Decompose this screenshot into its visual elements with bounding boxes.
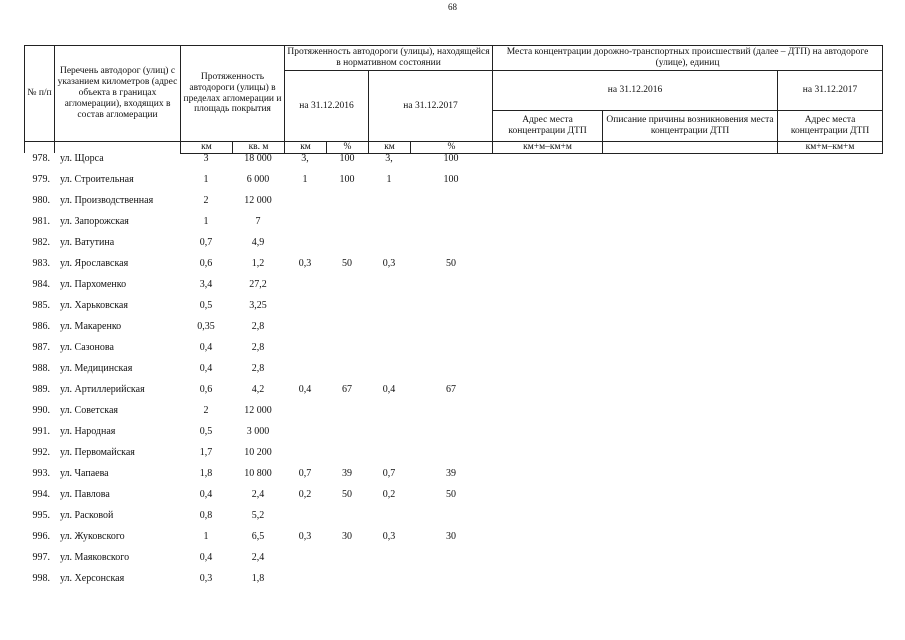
area-sqm: 2,4 xyxy=(251,552,265,563)
road-name: ул. Харьковская xyxy=(60,300,128,311)
normative-pct-2016 xyxy=(326,279,368,300)
header-dtp-address-2017: Адрес места концентрации ДТП xyxy=(778,111,883,142)
row-number: 979. xyxy=(32,174,50,185)
length-km: 0,3 xyxy=(199,573,213,584)
normative-pct-2017 xyxy=(410,237,492,258)
page-number: 68 xyxy=(448,2,457,12)
header-num: № п/п xyxy=(25,46,55,142)
normative-km-2017: 0,3 xyxy=(382,258,396,269)
length-km: 1,7 xyxy=(199,447,213,458)
road-name: ул. Первомайская xyxy=(60,447,135,458)
normative-km-2017 xyxy=(368,279,410,300)
normative-km-2016: 0,2 xyxy=(298,489,312,500)
table-row xyxy=(24,468,882,489)
table-row xyxy=(24,426,882,447)
normative-pct-2017 xyxy=(410,405,492,426)
normative-pct-2016 xyxy=(326,510,368,531)
normative-pct-2016: 50 xyxy=(342,258,352,269)
normative-pct-2016 xyxy=(326,342,368,363)
row-number: 996. xyxy=(32,531,50,542)
length-km: 0,6 xyxy=(199,384,213,395)
normative-pct-2017 xyxy=(410,300,492,321)
area-sqm: 18 000 xyxy=(244,153,272,164)
unit-km: км xyxy=(181,142,233,154)
normative-km-2017: 0,3 xyxy=(382,531,396,542)
table-row xyxy=(24,552,882,573)
normative-pct-2017 xyxy=(410,195,492,216)
length-km: 0,4 xyxy=(199,552,213,563)
normative-pct-2016 xyxy=(326,363,368,384)
area-sqm: 27,2 xyxy=(249,279,267,290)
area-sqm: 6 000 xyxy=(246,174,270,185)
normative-km-2016: 0,7 xyxy=(298,468,312,479)
normative-km-2016: 1 xyxy=(302,174,308,185)
road-name: ул. Сазонова xyxy=(60,342,114,353)
header-road-list: Перечень автодорог (улиц) с указанием километров (адрес объекта в границах агломерации), входящих в состав агломерации xyxy=(55,46,181,142)
row-number: 987. xyxy=(32,342,50,353)
area-sqm: 1,2 xyxy=(251,258,265,269)
road-name: ул. Маяковского xyxy=(60,552,130,563)
table-header xyxy=(24,45,883,154)
road-name: ул. Пархоменко xyxy=(60,279,127,290)
row-number: 991. xyxy=(32,426,50,437)
area-sqm: 5,2 xyxy=(251,510,265,521)
roads-table xyxy=(24,153,882,594)
header-normative: Протяженность автодороги (улицы), находящейся в нормативном состоянии xyxy=(285,46,493,71)
normative-km-2016 xyxy=(284,279,326,300)
row-number: 994. xyxy=(32,489,50,500)
normative-km-2016 xyxy=(284,510,326,531)
header-dtp-address-2016: Адрес места концентрации ДТП xyxy=(493,111,603,142)
area-sqm: 12 000 xyxy=(244,195,272,206)
table-row xyxy=(24,216,882,237)
normative-km-2017 xyxy=(368,300,410,321)
area-sqm: 1,8 xyxy=(251,573,265,584)
length-km: 0,4 xyxy=(199,363,213,374)
normative-pct-2017: 100 xyxy=(443,174,459,185)
table-row xyxy=(24,342,882,363)
normative-pct-2017 xyxy=(410,216,492,237)
length-km: 0,4 xyxy=(199,342,213,353)
normative-pct-2017 xyxy=(410,447,492,468)
normative-km-2017 xyxy=(368,552,410,573)
unit-sqm: кв. м xyxy=(233,142,285,154)
length-km: 0,5 xyxy=(199,426,213,437)
normative-pct-2017: 100 xyxy=(443,153,459,164)
row-number: 990. xyxy=(32,405,50,416)
row-number: 983. xyxy=(32,258,50,269)
length-km: 2 xyxy=(203,195,209,206)
normative-km-2017: 3, xyxy=(385,153,393,164)
table-row xyxy=(24,447,882,468)
normative-km-2016: 3, xyxy=(301,153,309,164)
normative-km-2017: 0,4 xyxy=(382,384,396,395)
row-number: 997. xyxy=(32,552,50,563)
table-row xyxy=(24,405,882,426)
row-number: 989. xyxy=(32,384,50,395)
header-date-2017: на 31.12.2017 xyxy=(369,71,493,142)
road-name: ул. Медицинская xyxy=(60,363,133,374)
normative-pct-2017 xyxy=(410,426,492,447)
normative-km-2016 xyxy=(284,405,326,426)
normative-pct-2017: 50 xyxy=(446,489,456,500)
normative-km-2016 xyxy=(284,216,326,237)
length-km: 0,5 xyxy=(199,300,213,311)
row-number: 995. xyxy=(32,510,50,521)
length-km: 1 xyxy=(203,174,209,185)
row-number: 993. xyxy=(32,468,50,479)
normative-km-2016 xyxy=(284,300,326,321)
normative-pct-2016 xyxy=(326,216,368,237)
normative-pct-2016: 50 xyxy=(342,489,352,500)
table-row xyxy=(24,510,882,531)
length-km: 0,4 xyxy=(199,489,213,500)
unit-pct-2017: % xyxy=(411,142,493,154)
road-name: ул. Макаренко xyxy=(60,321,122,332)
unit-km-2016: км xyxy=(285,142,327,154)
normative-pct-2016 xyxy=(326,405,368,426)
normative-pct-2017: 67 xyxy=(446,384,456,395)
road-name: ул. Павлова xyxy=(60,489,110,500)
table-row xyxy=(24,258,882,279)
table-row xyxy=(24,384,882,405)
row-number: 984. xyxy=(32,279,50,290)
area-sqm: 4,2 xyxy=(251,384,265,395)
normative-km-2016 xyxy=(284,321,326,342)
normative-pct-2017 xyxy=(410,363,492,384)
length-km: 1,8 xyxy=(199,468,213,479)
area-sqm: 10 800 xyxy=(244,468,272,479)
row-number: 992. xyxy=(32,447,50,458)
normative-pct-2016: 67 xyxy=(342,384,352,395)
normative-km-2017 xyxy=(368,405,410,426)
area-sqm: 7 xyxy=(255,216,261,227)
normative-km-2017 xyxy=(368,216,410,237)
normative-pct-2017 xyxy=(410,342,492,363)
normative-pct-2016: 39 xyxy=(342,468,352,479)
table-row xyxy=(24,573,882,594)
length-km: 3 xyxy=(203,153,209,164)
row-number: 982. xyxy=(32,237,50,248)
table-row xyxy=(24,363,882,384)
road-name: ул. Ватутина xyxy=(60,237,115,248)
length-km: 1 xyxy=(203,531,209,542)
table-row xyxy=(24,195,882,216)
unit-km-2017: км xyxy=(369,142,411,154)
normative-km-2017 xyxy=(368,363,410,384)
road-name: ул. Щорса xyxy=(60,153,104,164)
road-name: ул. Ярославская xyxy=(60,258,129,269)
normative-km-2016 xyxy=(284,447,326,468)
normative-km-2016 xyxy=(284,363,326,384)
row-number: 981. xyxy=(32,216,50,227)
normative-km-2016 xyxy=(284,573,326,594)
normative-pct-2017 xyxy=(410,279,492,300)
length-km: 0,7 xyxy=(199,237,213,248)
normative-pct-2016 xyxy=(326,321,368,342)
normative-pct-2017 xyxy=(410,573,492,594)
area-sqm: 6,5 xyxy=(251,531,265,542)
area-sqm: 3,25 xyxy=(249,300,267,311)
header-dtp-reason: Описание причины возникновения места концентрации ДТП xyxy=(603,111,778,142)
road-name: ул. Строительная xyxy=(60,174,134,185)
road-name: ул. Расковой xyxy=(60,510,114,521)
header-length: Протяженность автодороги (улицы) в пределах агломерации и площадь покрытия xyxy=(181,46,285,142)
table-row xyxy=(24,279,882,300)
header-date-2016: на 31.12.2016 xyxy=(285,71,369,142)
normative-km-2017 xyxy=(368,447,410,468)
normative-km-2016 xyxy=(284,552,326,573)
normative-km-2017 xyxy=(368,195,410,216)
normative-pct-2016 xyxy=(326,552,368,573)
normative-pct-2017: 30 xyxy=(446,531,456,542)
normative-km-2017: 1 xyxy=(386,174,392,185)
length-km: 1 xyxy=(203,216,209,227)
row-number: 986. xyxy=(32,321,50,332)
road-name: ул. Запорожская xyxy=(60,216,129,227)
normative-km-2017 xyxy=(368,510,410,531)
table-row xyxy=(24,174,882,195)
normative-pct-2017 xyxy=(410,321,492,342)
normative-pct-2017 xyxy=(410,510,492,531)
normative-km-2016 xyxy=(284,195,326,216)
normative-km-2016: 0,3 xyxy=(298,258,312,269)
table-row xyxy=(24,300,882,321)
area-sqm: 3 000 xyxy=(246,426,270,437)
road-name: ул. Артиллерийская xyxy=(60,384,145,395)
road-name: ул. Советская xyxy=(60,405,118,416)
normative-pct-2016 xyxy=(326,237,368,258)
area-sqm: 2,4 xyxy=(251,489,265,500)
area-sqm: 2,8 xyxy=(251,321,265,332)
road-name: ул. Народная xyxy=(60,426,116,437)
normative-pct-2016 xyxy=(326,300,368,321)
area-sqm: 2,8 xyxy=(251,363,265,374)
row-number: 985. xyxy=(32,300,50,311)
normative-pct-2016 xyxy=(326,447,368,468)
normative-pct-2017 xyxy=(410,552,492,573)
normative-km-2016 xyxy=(284,237,326,258)
road-name: ул. Жуковского xyxy=(60,531,125,542)
row-number: 980. xyxy=(32,195,50,206)
area-sqm: 12 000 xyxy=(244,405,272,416)
length-km: 0,35 xyxy=(197,321,215,332)
area-sqm: 10 200 xyxy=(244,447,272,458)
table-row xyxy=(24,237,882,258)
length-km: 2 xyxy=(203,405,209,416)
table-row xyxy=(24,321,882,342)
unit-kmm-2016: км+м–км+м xyxy=(493,142,603,154)
road-name: ул. Чапаева xyxy=(60,468,109,479)
road-name: ул. Производственная xyxy=(60,195,154,206)
normative-pct-2017: 39 xyxy=(446,468,456,479)
normative-km-2017 xyxy=(368,342,410,363)
normative-pct-2016: 30 xyxy=(342,531,352,542)
row-number: 998. xyxy=(32,573,50,584)
row-number: 978. xyxy=(32,153,50,164)
header-dtp-date-2017: на 31.12.2017 xyxy=(778,71,883,111)
road-name: ул. Херсонская xyxy=(60,573,125,584)
normative-km-2017 xyxy=(368,321,410,342)
normative-km-2016 xyxy=(284,426,326,447)
normative-km-2016: 0,4 xyxy=(298,384,312,395)
normative-km-2017 xyxy=(368,573,410,594)
normative-pct-2016 xyxy=(326,573,368,594)
unit-pct-2016: % xyxy=(327,142,369,154)
normative-km-2017: 0,2 xyxy=(382,489,396,500)
table-row xyxy=(24,489,882,510)
normative-pct-2017: 50 xyxy=(446,258,456,269)
normative-km-2017 xyxy=(368,237,410,258)
unit-kmm-2017: км+м–км+м xyxy=(778,142,883,154)
area-sqm: 2,8 xyxy=(251,342,265,353)
header-dtp: Места концентрации дорожно-транспортных происшествий (далее – ДТП) на автодороге (улице), единиц xyxy=(493,46,883,71)
row-number: 988. xyxy=(32,363,50,374)
normative-km-2017: 0,7 xyxy=(382,468,396,479)
table-row xyxy=(24,531,882,552)
table-row xyxy=(24,153,882,174)
normative-pct-2016: 100 xyxy=(339,153,355,164)
normative-pct-2016 xyxy=(326,426,368,447)
normative-km-2016: 0,3 xyxy=(298,531,312,542)
length-km: 0,8 xyxy=(199,510,213,521)
header-dtp-date-2016: на 31.12.2016 xyxy=(493,71,778,111)
normative-km-2017 xyxy=(368,426,410,447)
normative-km-2016 xyxy=(284,342,326,363)
length-km: 0,6 xyxy=(199,258,213,269)
normative-pct-2016: 100 xyxy=(339,174,355,185)
length-km: 3,4 xyxy=(199,279,213,290)
normative-pct-2016 xyxy=(326,195,368,216)
area-sqm: 4,9 xyxy=(251,237,265,248)
